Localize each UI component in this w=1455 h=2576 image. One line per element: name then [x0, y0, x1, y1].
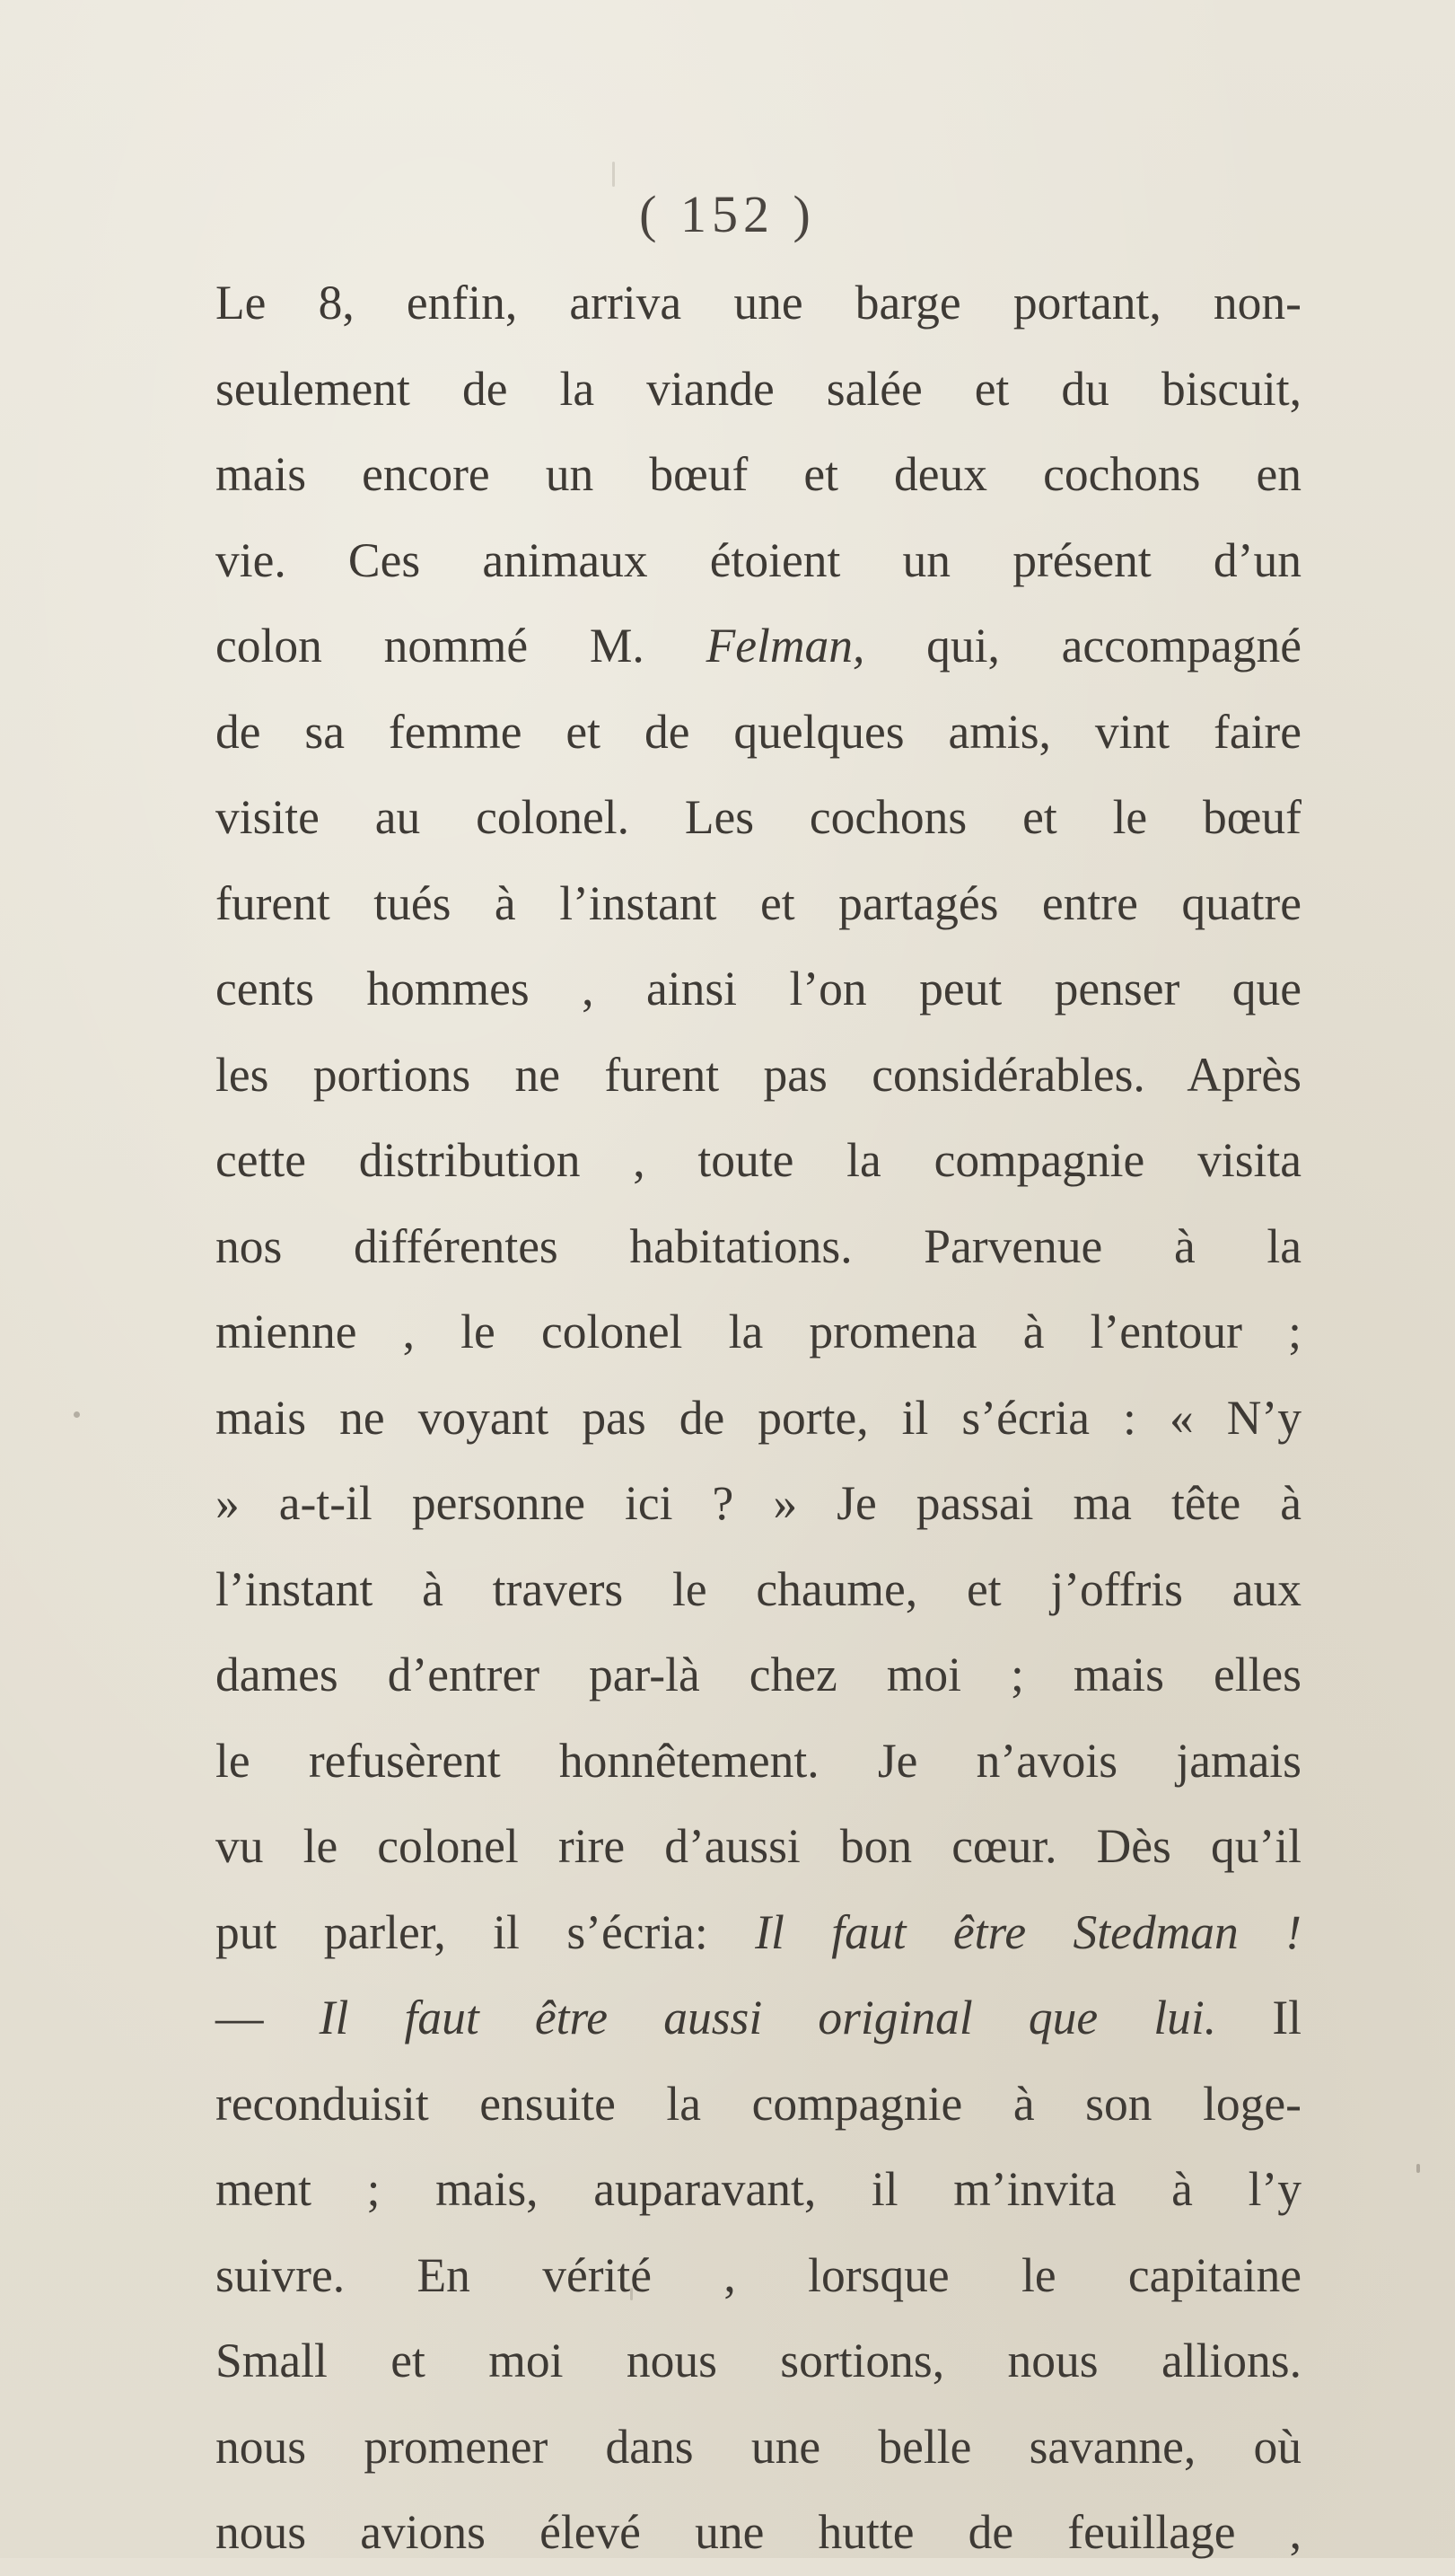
text-segment: nous promener dans une belle savanne, où: [215, 2419, 1302, 2474]
text-segment: mienne , le colonel la promena à l’entour ;: [215, 1305, 1302, 1358]
text-line: [215, 2318, 1302, 2405]
text-line: [215, 1547, 1302, 1633]
text-line: [215, 432, 1302, 518]
text-segment: nos différentes habitations. Parvenue à la: [215, 1218, 1302, 1273]
text-segment: put parler, il s’écria:: [215, 1904, 756, 1959]
paper-speck: [1416, 2164, 1420, 2173]
text-segment: vie. Ces animaux étoient un présent d’un: [215, 532, 1302, 587]
text-line: [215, 1289, 1302, 1376]
text-line: [215, 690, 1302, 776]
text-line: [215, 518, 1302, 604]
text-segment: le refusèrent honnêtement. Je n’avois jamais: [215, 1733, 1302, 1788]
text-segment: furent tués à l’instant et partagés entre quatre: [215, 875, 1302, 930]
text-segment: dames d’entrer par-là chez moi ; mais elles: [215, 1648, 1302, 1701]
text-line: [215, 603, 1302, 690]
text-segment: Le 8, enfin, arriva une barge portant, non-: [215, 276, 1302, 330]
text-line: [215, 1033, 1302, 1119]
text-segment: ment ; mais, auparavant, il m’invita à l’y: [215, 2162, 1302, 2216]
text-line: [215, 1461, 1302, 1547]
text-segment: visite au colonel. Les cochons et le bœuf: [215, 790, 1302, 844]
text-line: [215, 861, 1302, 947]
text-segment: mais ne voyant pas de porte, il s’écria : « N’y: [215, 1390, 1302, 1445]
text-line: [215, 1632, 1302, 1719]
page-number: ( 152 ): [639, 185, 816, 243]
text-line: [215, 347, 1302, 433]
text-segment: Il: [1216, 1991, 1302, 2044]
text-line: [215, 2490, 1302, 2576]
paper-speck: [630, 2288, 633, 2300]
text-segment: les portions ne furent pas considérables. Après: [215, 1047, 1302, 1102]
text-segment: —: [215, 1991, 320, 2044]
text-line: [215, 1204, 1302, 1290]
text-line: [215, 1975, 1302, 2062]
text-segment: vu le colonel rire d’aussi bon cœur. Dès qu’il: [215, 1819, 1302, 1873]
italic-text: Felman,: [706, 619, 865, 673]
italic-text: Il faut être aussi original que lui.: [319, 1991, 1217, 2044]
text-segment: Small et moi nous sortions, nous allions.: [215, 2334, 1302, 2387]
text-segment: l’instant à travers le chaume, et j’offris aux: [215, 1561, 1302, 1616]
text-segment: de sa femme et de quelques amis, vint faire: [215, 704, 1302, 759]
text-segment: colon nommé M.: [215, 619, 706, 673]
text-line: [215, 946, 1302, 1033]
text-line: [215, 1804, 1302, 1890]
text-segment: suivre. En vérité , lorsque le capitaine: [215, 2247, 1302, 2302]
text-line: [215, 1376, 1302, 1462]
paper-speck: [74, 1411, 80, 1418]
text-segment: qui, accompagné: [864, 619, 1302, 673]
text-segment: cette distribution , toute la compagnie visita: [215, 1133, 1302, 1187]
body-text: [215, 260, 1302, 2576]
text-segment: nous avions élevé une hutte de feuillage ,: [215, 2505, 1302, 2559]
text-segment: mais encore un bœuf et deux cochons en: [215, 447, 1302, 501]
text-segment: cents hommes , ainsi l’on peut penser que: [215, 962, 1302, 1015]
text-segment: seulement de la viande salée et du biscuit,: [215, 361, 1302, 416]
text-segment: reconduisit ensuite la compagnie à son loge-: [215, 2076, 1302, 2131]
text-line: [215, 1719, 1302, 1805]
text-line: [215, 2147, 1302, 2233]
text-line: [215, 1118, 1302, 1204]
italic-text: Il faut être Stedman !: [755, 1904, 1302, 1959]
text-line: [215, 1890, 1302, 1976]
paper-speck: [612, 162, 615, 187]
text-line: [215, 2405, 1302, 2491]
text-line: [215, 260, 1302, 347]
text-line: [215, 775, 1302, 861]
text-line: [215, 2062, 1302, 2148]
text-line: [215, 2233, 1302, 2319]
text-segment: » a-t-il personne ici ? » Je passai ma tête à: [215, 1476, 1302, 1530]
